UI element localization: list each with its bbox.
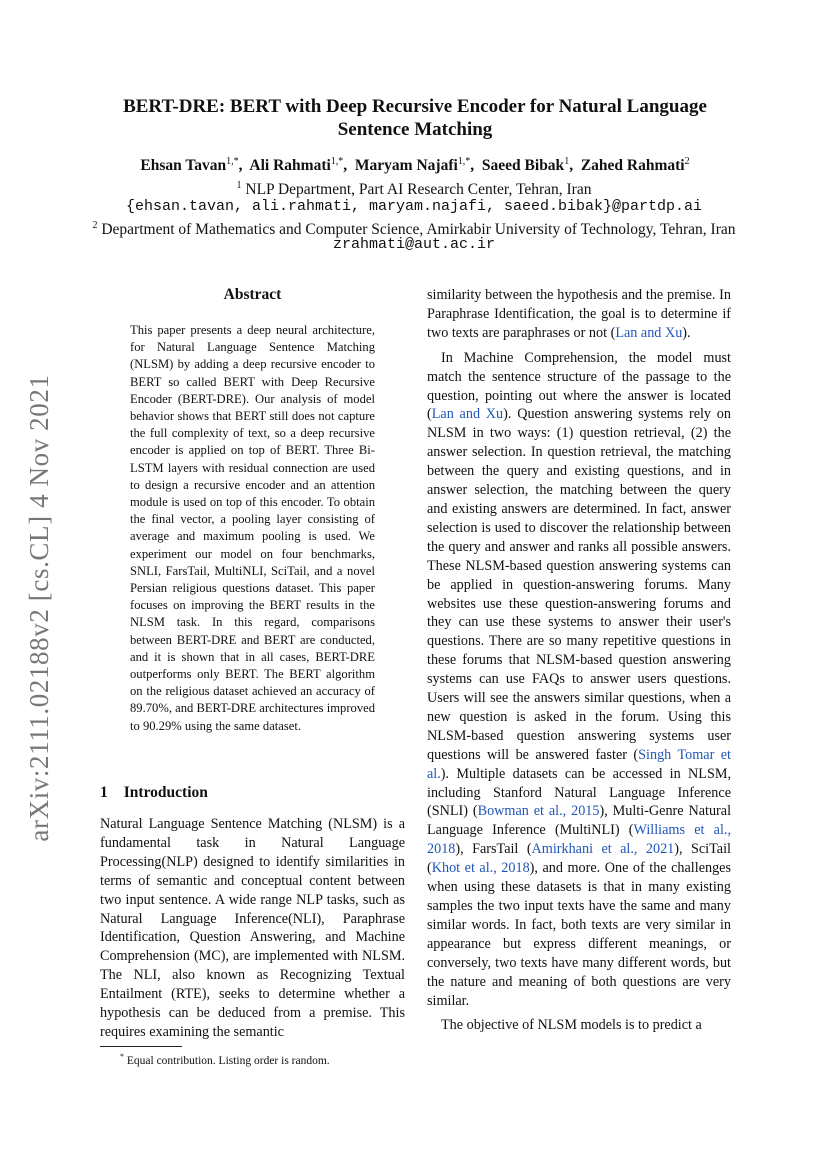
author-name: Saeed Bibak (481, 157, 565, 175)
affiliation-1: $^1$ NLP Department, Part AI Research Center, Tehran, Iran (236, 180, 592, 199)
citation-link[interactable]: Williams et al., 2018 (427, 822, 732, 858)
citation-link[interactable]: Lan and Xu (615, 324, 683, 341)
author-name: Maryam Najafi (354, 157, 458, 175)
paper-title: BERT-DRE: BERT with Deep Recursive Encoder for Natural Language Sentence Matching (123, 96, 707, 140)
abstract-text: This paper presents a deep neural architecture, for Natural Language Sentence Matching (NLSM) by adding a deep recursive encoder to BERT so called BERT with Deep Recursive Encoder (BERT-DRE). Our analysis of model behavior shows that BERT still does not capture the full complexity of text, so a deep recursive encoder is applied on top of BERT. Three Bi-LSTM layers with residual connection are used to design a recursive encoder and an attention module is used on top of this encoder. To obtain the final vector, a pooling layer consisting of average and maximum pooling is used. We experiment our model on four benchmarks, SNLI, FarsTail, MultiNLI, SciTail, and a novel Persian religious questions dataset. This paper focuses on improving the BERT results in the NLSM task. In this regard, comparisons between BERT-DRE and BERT are conducted, and it is shown that in all cases, BERT-DRE outperforms only BERT. The BERT algorithm on the religious dataset achieved an accuracy of 89.70%, and BERT-DRE architectures improved to 90.29% using the same dataset. (130, 323, 375, 733)
intro-paragraph: Natural Language Sentence Matching (NLSM) is a fundamental task in Natural Language Processing(NLP) designed to identify similarities in terms of semantic and conceptual content between two input sentence. A wide range NLP tasks, such as Natural Language Inference(NLI), Paraphrase Identification, Question Answering, and Machine Comprehension (MC), are implemented with NLSM. The NLI, also known as Recognizing Textual Entailment (RTE), seeks to determine whether a hypothesis can be deduced from a premise. This requires examining the semantic (100, 816, 405, 1040)
author-name: Zahed Rahmati (580, 157, 685, 175)
affiliation-2: $^2$ Department of Mathematics and Computer Science, Amirkabir University of Technology, Tehran, Iran (92, 220, 736, 239)
right-column (427, 286, 731, 1035)
citation-link[interactable]: Khot et al., 2018 (431, 860, 530, 877)
paragraph: In Machine Comprehension, the model must match the sentence structure of the passage to the question, pointing out where the answer is located (Lan and Xu). Question answering systems rely on NLSM in two ways: (1) question retrieval, (2) the answer selection. In question retrieval, the matching between the query and existing questions, and in answer selection, the matching between the query and existing answers are determined. In fact, answer selection is used to discover the relationship between the query and answer and ranks all possible answers. These NLSM-based question answering systems can be applied in question-answering forums. Many websites use these question-answering forums and they can use these systems to answer their user's questions. There are so many repetitive questions in these forums that NLSM-based question answering systems can use FAQs to answer users questions. Users will see the answers similar questions, when a new question is asked in the forum. Using this NLSM-based question answering systems user questions will be answered faster (Singh Tomar et al.). Multiple datasets can be accessed in NLSM, including Stanford Natural Language Inference (SNLI) (Bowman et al., 2015), Multi-Genre Natural Language Inference (MultiNLI) (Williams et al., 2018), FarsTail (Amirkhani et al., 2021), SciTail (Khot et al., 2018), and more. One of the challenges when using these datasets is that in many existing samples the two input texts have the same and many similar words. In fact, both texts are very similar in appearance but express different meanings, or conversely, two texts have many different words, but the nature and meaning of both questions are very similar. (427, 349, 732, 1009)
abstract-heading: Abstract (223, 286, 282, 303)
author-name: Ehsan Tavan (140, 157, 227, 175)
citation-link[interactable]: Bowman et al., 2015 (477, 803, 600, 820)
footnote-rule (100, 1046, 182, 1047)
section-heading: 1 Introduction (100, 784, 208, 801)
author-email-2: zrahmati@aut.ac.ir (332, 236, 496, 253)
citation-link[interactable]: Singh Tomar et al. (427, 746, 731, 782)
citation-link[interactable]: Amirkhani et al., 2021 (531, 841, 675, 858)
author-name: Ali Rahmati (249, 157, 331, 175)
paragraph: The objective of NLSM models is to predict a (441, 1017, 702, 1034)
author-list: Ehsan Tavan$^{1,*}$, Ali Rahmati$^{1,*}$, Maryam Najafi$^{1,*}$, Saeed Bibak$^1$, Zahed Rahmati$^2$ (140, 156, 690, 175)
intro-left-column (100, 815, 405, 1042)
paragraph: similarity between the hypothesis and the premise. In Paraphrase Identification, the goal is to determine if two texts are paraphrases or not (Lan and Xu). (427, 287, 731, 341)
footnote: * Equal contribution. Listing order is random. (120, 1052, 330, 1067)
citation-link[interactable]: Lan and Xu (431, 406, 504, 423)
author-emails: {ehsan.tavan, ali.rahmati, maryam.najafi, saeed.bibak}@partdp.ai (125, 198, 703, 215)
arxiv-stamp: arXiv:2111.02188v2 [cs.CL] 4 Nov 2021 (24, 374, 54, 842)
